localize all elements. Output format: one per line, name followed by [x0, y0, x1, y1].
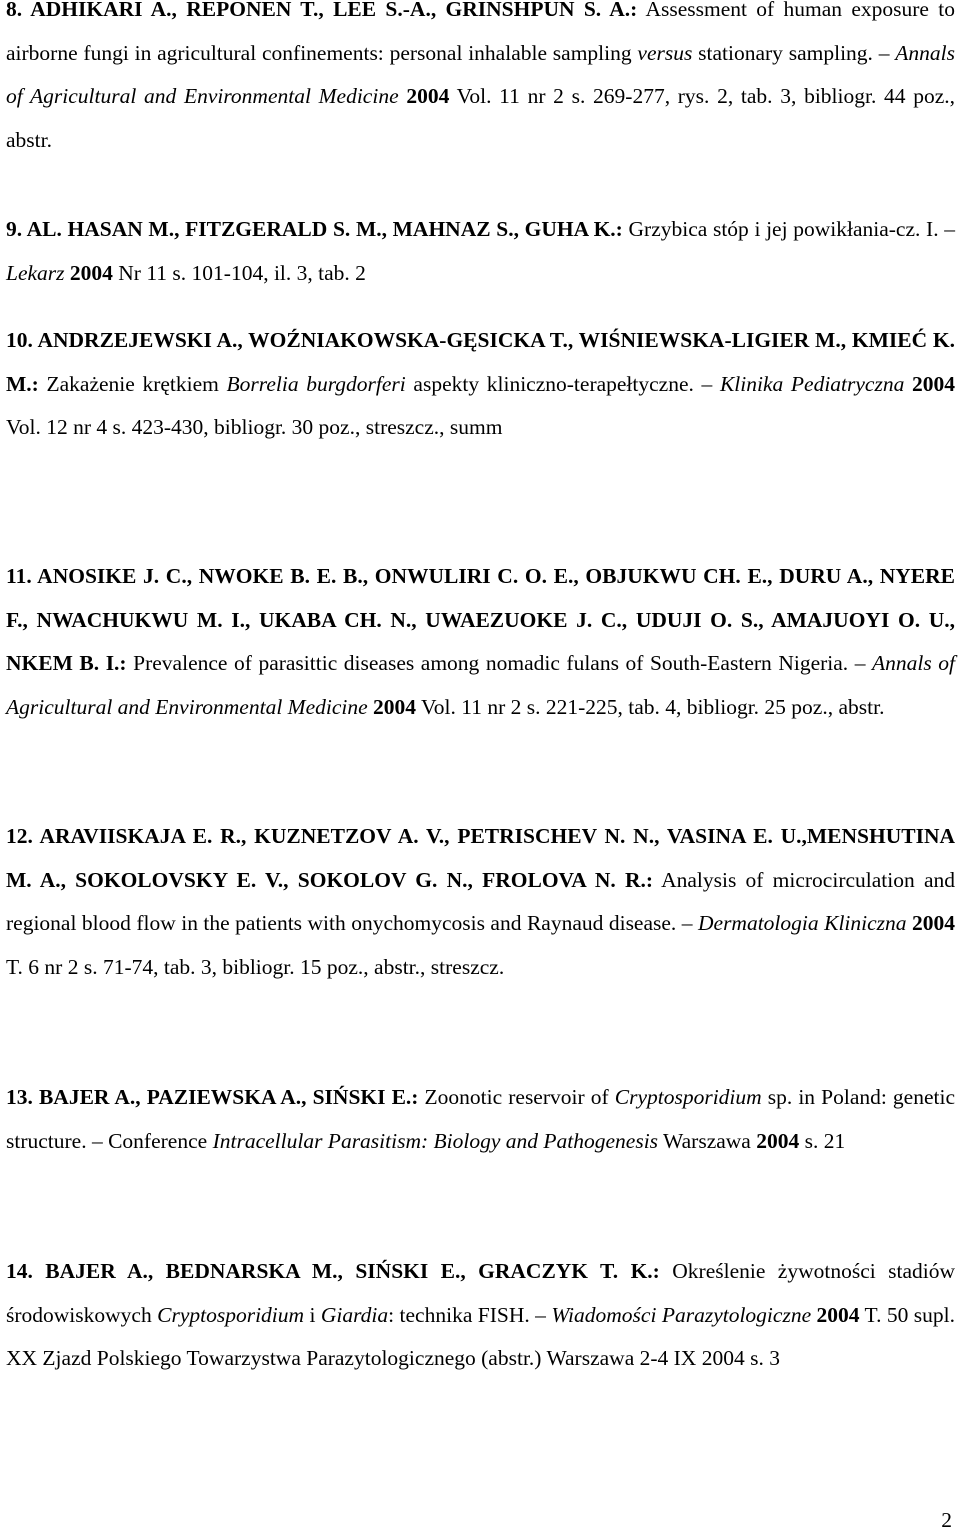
entry-text: : technika FISH. – [388, 1302, 552, 1327]
entry-authors-or-year: 2004 [912, 911, 956, 935]
entry-text: Zakażenie krętkiem [38, 371, 227, 396]
entry-text: stationary sampling. – [692, 40, 896, 65]
entry-text: Warszawa [658, 1128, 757, 1153]
entry-authors-or-year: 9. AL. HASAN M., FITZGERALD S. M., MAHNAZ S., GUHA K.: [6, 217, 623, 241]
entry-text: Vol. 12 nr 4 s. 423-430, bibliogr. 30 poz., streszcz., summ [6, 415, 503, 439]
entry-authors-or-year: 2004 [373, 694, 417, 719]
entry-text: Określenie żywotności stadiów środowiskowych [6, 1259, 956, 1327]
entry-authors-or-year: 2004 [756, 1128, 800, 1153]
entry-italic-title: Cryptosporidium [157, 1302, 305, 1327]
entry-text: T. 50 supl. XX Zjazd Polskiego Towarzystwa Parazytologicznego (abstr.) Warszawa 2-4 IX 2004 s. 3 [6, 1302, 955, 1370]
entry-text: Analysis of microcirculation and regional blood flow in the patients with onychomycosis and Raynaud disease. – [6, 867, 955, 935]
entry-text: i [304, 1302, 321, 1327]
reference-entry-11 [6, 555, 955, 729]
entry-text: s. 21 [799, 1128, 846, 1153]
entry-italic-title: versus [637, 40, 693, 65]
entry-authors-or-year: 10. ANDRZEJEWSKI A., WOŹNIAKOWSKA-GĘSICKA T., WIŚNIEWSKA-LIGIER M., KMIEĆ K. M.: [6, 328, 955, 396]
entry-authors-or-year: 14. BAJER A., BEDNARSKA M., SIŃSKI E., GRACZYK T. K.: [6, 1259, 660, 1283]
entry-italic-title: Cryptosporidium [614, 1085, 762, 1109]
entry-authors-or-year: 2004 [406, 84, 450, 108]
entry-italic-title: Intracellular Parasitism: Biology and Pathogenesis [212, 1128, 659, 1153]
entry-italic-title: Klinika Pediatryczna [719, 371, 905, 396]
entry-italic-title: Wiadomości Parazytologiczne [551, 1302, 812, 1327]
entry-italic-title: Borrelia burgdorferi [226, 371, 406, 396]
entry-text: sp. in Poland: genetic structure. – Conference [6, 1085, 955, 1153]
entry-authors-or-year: 13. BAJER A., PAZIEWSKA A., SIŃSKI E.: [6, 1085, 419, 1109]
entry-authors-or-year: 2004 [912, 371, 955, 396]
entry-italic-title: Lekarz [6, 260, 65, 285]
reference-entry-10 [6, 319, 955, 450]
entry-authors-or-year: 11. ANOSIKE J. C., NWOKE B. E. B., ONWULIRI C. O. E., OBJUKWU CH. E., DURU A., NYERE F., NWACHUKWU M. I., UKABA CH. N., UWAEZUOKE J. C., UDUJI O. S., AMAJUOYI O. U., NKEM B. I.: [6, 564, 955, 675]
entry-text: Vol. 11 nr 2 s. 221-225, tab. 4, bibliogr. 25 poz., abstr. [416, 694, 885, 719]
entry-text: Vol. 11 nr 2 s. 269-277, rys. 2, tab. 3, bibliogr. 44 poz., abstr. [6, 84, 956, 152]
entry-authors-or-year: 12. ARAVIISKAJA E. R., KUZNETZOV A. V., PETRISCHEV N. N., VASINA E. U.,MENSHUTINA M. A., SOKOLOVSKY E. V., SOKOLOV G. N., FROLOVA N. R.: [6, 824, 955, 892]
reference-entry-12 [6, 815, 955, 989]
entry-authors-or-year: 8. ADHIKARI A., REPONEN T., LEE S.-A., GRINSHPUN S. A.: [6, 0, 638, 21]
entry-text: Assessment of human exposure to airborne fungi in agricultural confinements: personal inhalable sampling [6, 0, 955, 65]
entry-text [904, 372, 912, 396]
entry-italic-title: Dermatologia Kliniczna [698, 911, 907, 935]
entry-authors-or-year: 2004 [69, 260, 113, 285]
entry-authors-or-year: 2004 [816, 1302, 860, 1327]
page-number: 2 [941, 1508, 952, 1532]
entry-text: aspekty kliniczno-terapełtyczne. – [405, 371, 720, 396]
entry-text: Zoonotic reservoir of [418, 1085, 615, 1109]
reference-entry-14 [6, 1250, 955, 1381]
entry-text: Nr 11 s. 101-104, il. 3, tab. 2 [112, 260, 366, 285]
entry-italic-title: Giardia [320, 1302, 389, 1327]
entry-italic-title: Annals of Agricultural and Environmental Medicine [6, 651, 955, 719]
reference-entry-8 [6, 0, 955, 162]
entry-text: T. 6 nr 2 s. 71-74, tab. 3, bibliogr. 15 poz., abstr., streszcz. [6, 954, 505, 979]
reference-entry-9 [6, 208, 955, 295]
entry-text: Grzybica stóp i jej powikłania-cz. I. – [622, 217, 955, 241]
entry-text: Prevalence of parasittic diseases among nomadic fulans of South-Eastern Nigeria. – [126, 651, 872, 675]
entry-italic-title: Annals of Agricultural and Environmental Medicine [6, 40, 955, 108]
reference-entry-13 [6, 1076, 955, 1163]
